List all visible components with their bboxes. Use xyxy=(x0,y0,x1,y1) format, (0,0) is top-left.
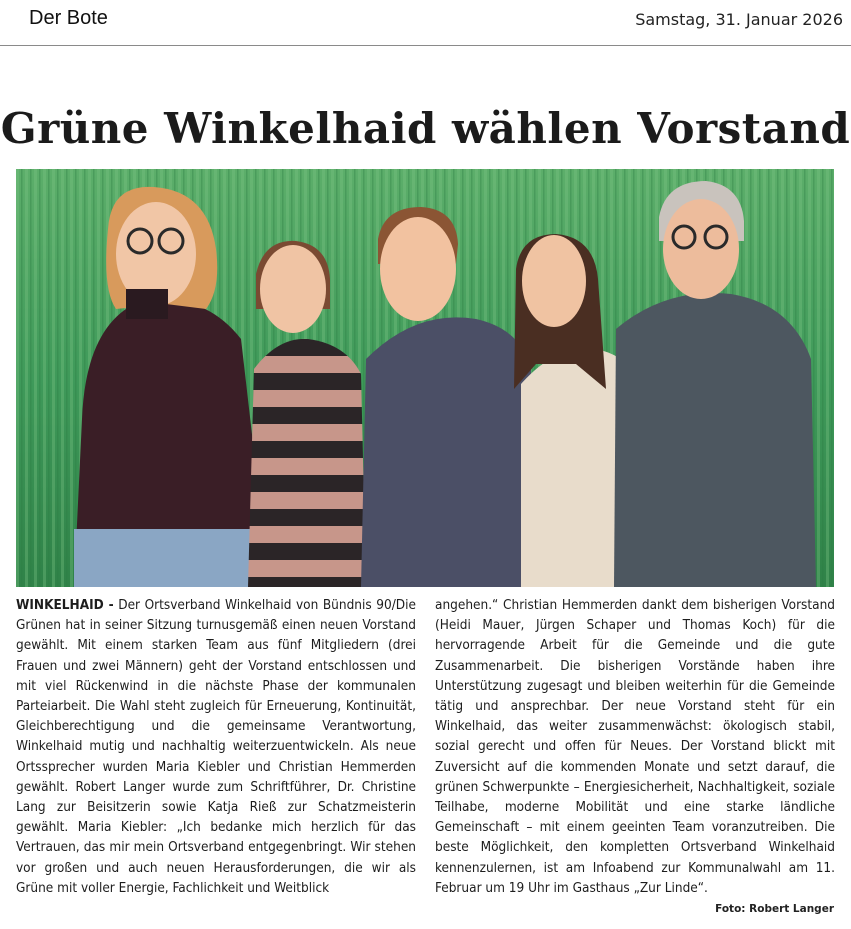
article-text-left: Der Ortsverband Winkelhaid von Bündnis 90/Die Grünen hat in seiner Sitzung turnusgemäß einen neuen Vorstand gewählt. Mit einem starken Team aus fünf Mitgliedern (drei Frauen und zwei Männern) geht der Vorstand entschlossen und mit viel Rückenwind in die nächste Phase der kommunalen Parteiarbeit. Die Wahl steht zugleich für Erneuerung, Kontinuität, Gleichberechtigung und die gemeinsame Verantwortung, Winkelhaid mutig und nachhaltig weiterzuentwickeln. Als neue Ortssprecher wurden Maria Kiebler und Christian Hemmerden gewählt. Robert Langer wurde zum Schriftführer, Dr. Christine Lang zur Beisitzerin sowie Katja Rieß zur Schatzmeisterin gewählt. Maria Kiebler: „Ich bedanke mich herzlich für das Vertrauen, das mir mein Ortsverband entgegenbringt. Wir stehen vor großen und auch neuen Herausforderungen, die wir als Grüne mit voller Energie, Fachlichkeit und Weitblick xyxy=(16,597,416,896)
masthead xyxy=(0,0,851,46)
group-photo-illustration xyxy=(16,169,834,587)
article-body-left xyxy=(16,595,416,898)
photo-credit: Foto: Robert Langer xyxy=(715,903,834,915)
newspaper-name: Der Bote xyxy=(29,7,108,29)
article-dateline: WINKELHAID - xyxy=(16,597,114,613)
article-text-right: angehen.“ Christian Hemmerden dankt dem bisherigen Vorstand (Heidi Mauer, Jürgen Schaper und Thomas Koch) für die hervorragende Arbeit für die Gemeinde und die gute Zusammenarbeit. Die bisherigen Vorstände haben ihre Unterstützung zugesagt und bleiben weiterhin für die Gemeinde tätig und ansprechbar. Der neue Vorstand steht für ein Winkelhaid, das weiter zusammenwächst: ökologisch stabil, sozial gerecht und offen für Neues. Der Vorstand blickt mit Zuversicht auf die kommenden Monate und setzt darauf, die grünen Schwerpunkte – Energiesicherheit, Nachhaltigkeit, soziale Teilhabe, moderne Mobilität und eine starke ländliche Gemeinschaft – mit einem geeinten Team voranzutreiben. Die beste Möglichkeit, den kompletten Ortsverband Winkelhaid kennenzulernen, ist am Infoabend zur Kommunalwahl am 11. Februar um 19 Uhr im Gasthaus „Zur Linde“. xyxy=(435,597,835,896)
article-body-right xyxy=(435,595,835,898)
group-photo xyxy=(16,169,834,587)
issue-date: Samstag, 31. Januar 2026 xyxy=(635,10,843,29)
article-headline: Grüne Winkelhaid wählen Vorstand xyxy=(0,104,851,153)
